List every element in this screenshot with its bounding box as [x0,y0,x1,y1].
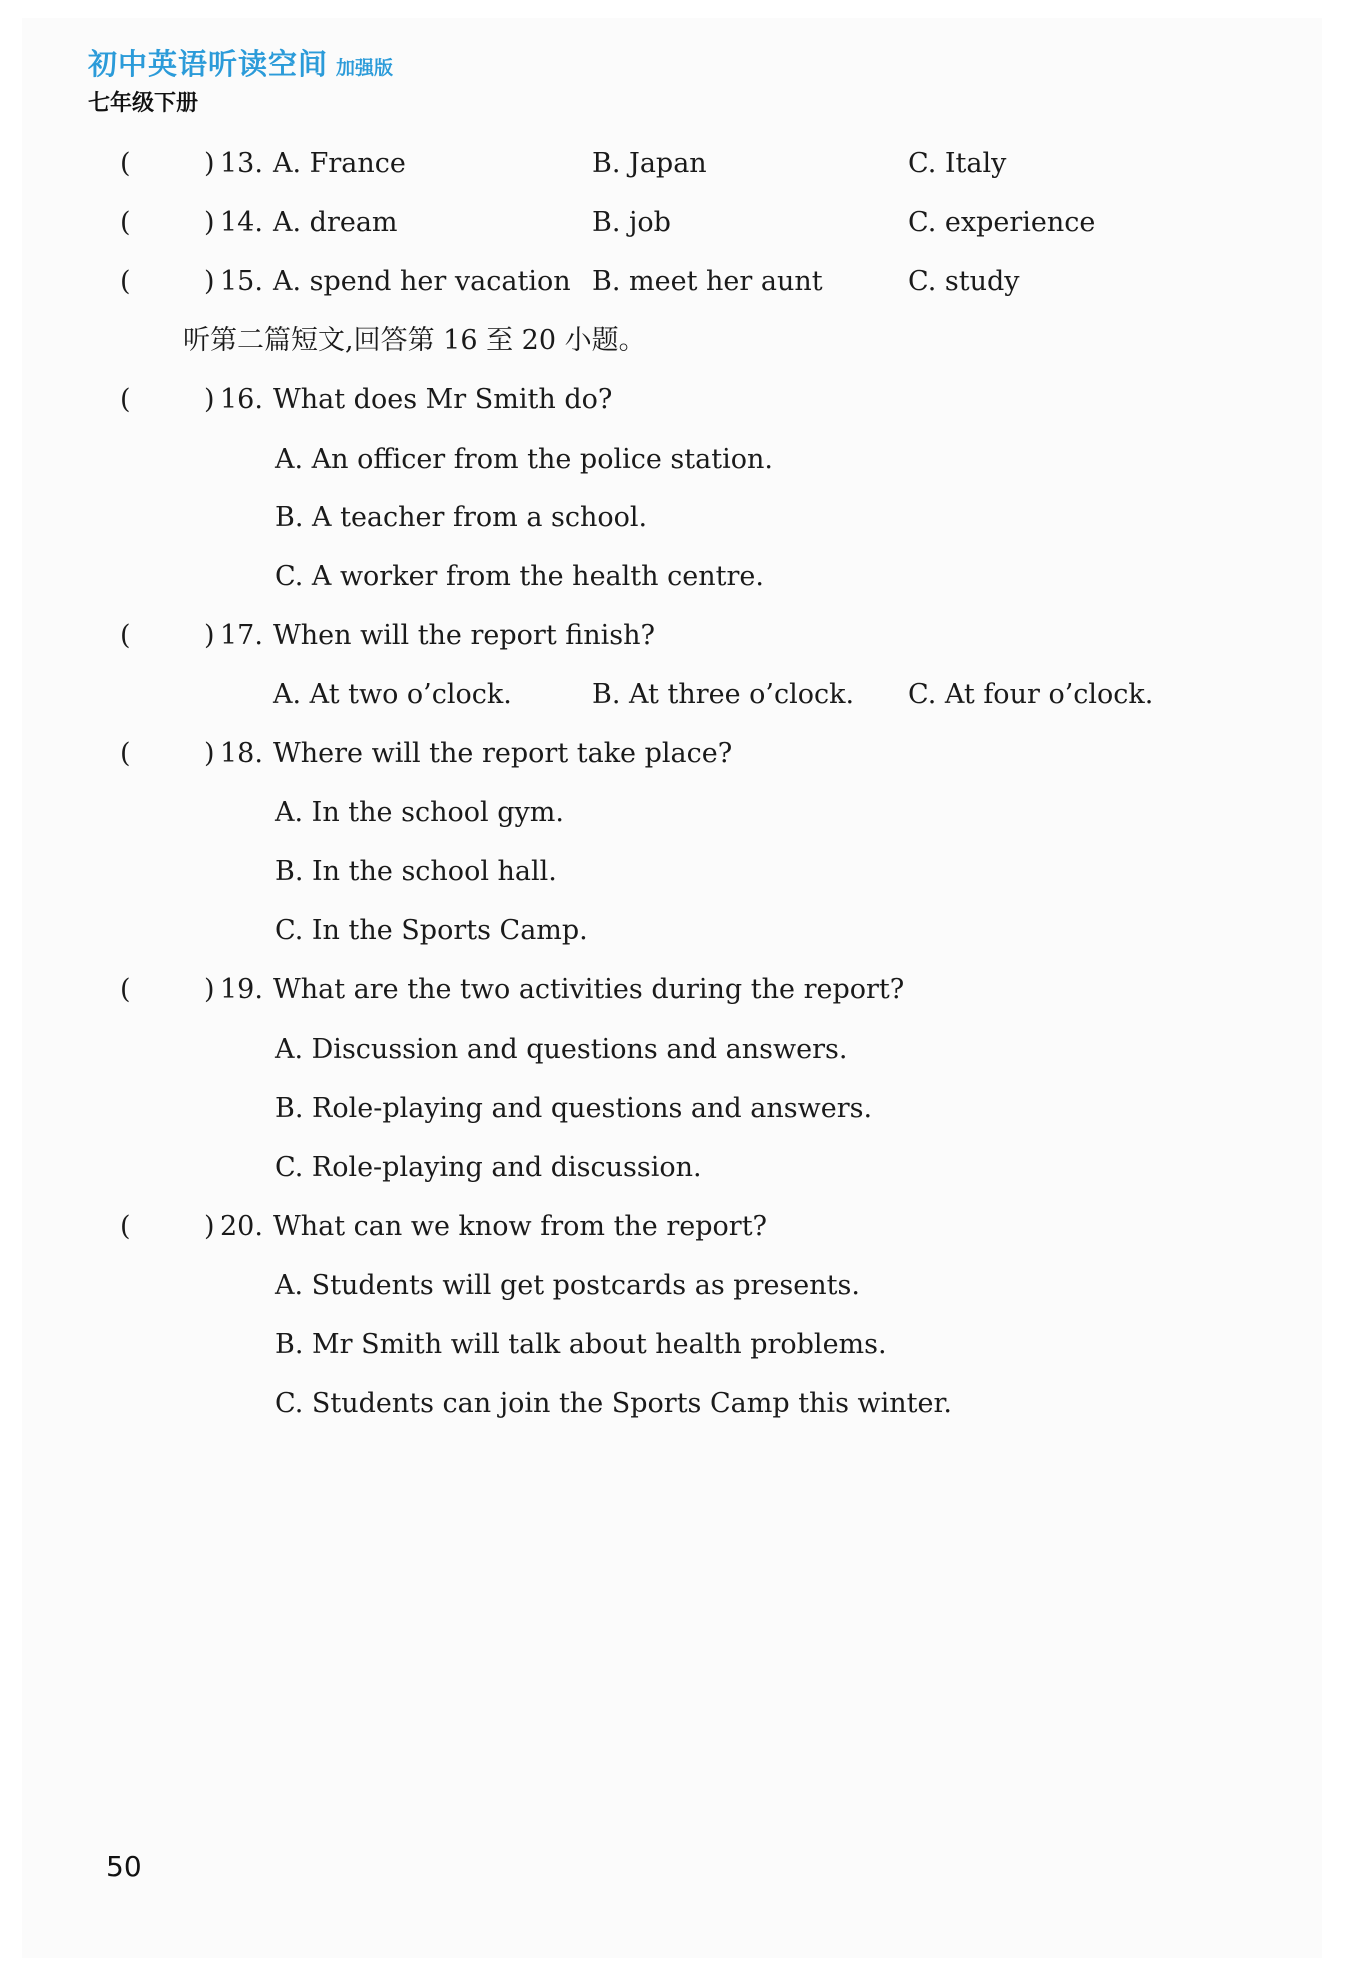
question-stem: When will the report finish? [273,620,656,651]
option-a: A. dream [273,207,398,238]
section-title: 听第二篇短文,回答第 16 至 20 小题。 [183,325,646,356]
question-number: 18. [220,738,263,769]
option-b: B. job [592,207,671,238]
question-number: 13. [220,148,263,179]
option-b: B. A teacher from a school. [275,502,648,533]
answer-blank-open[interactable]: ( [120,148,131,179]
answer-blank-open[interactable]: ( [120,266,131,297]
option-a: A. France [273,148,406,179]
option-b: B. meet her aunt [592,266,823,297]
answer-blank-close: ) [204,620,215,651]
question-number: 16. [220,384,263,415]
answer-blank-close: ) [204,974,215,1005]
option-a: A. In the school gym. [275,797,564,828]
question-stem: What does Mr Smith do? [273,384,613,415]
answer-blank-open[interactable]: ( [120,1211,131,1242]
answer-blank-close: ) [204,384,215,415]
option-c: C. Italy [908,148,1007,179]
answer-blank-open[interactable]: ( [120,620,131,651]
option-c: C. Role-playing and discussion. [275,1152,702,1183]
option-a: A. At two o’clock. [273,679,512,710]
option-b: B. At three o’clock. [592,679,855,710]
answer-blank-close: ) [204,148,215,179]
option-c: C. At four o’clock. [908,679,1154,710]
question-number: 15. [220,266,263,297]
option-a: A. spend her vacation [273,266,571,297]
answer-blank-close: ) [204,207,215,238]
option-c: C. study [908,266,1020,297]
book-grade: 七年级下册 [88,91,199,116]
book-title: 初中英语听读空间 加强版 [88,47,394,81]
page-number: 50 [106,1850,142,1883]
question-stem: What are the two activities during the report? [273,974,905,1005]
question-number: 14. [220,207,263,238]
option-a: A. An officer from the police station. [275,444,773,475]
answer-blank-open[interactable]: ( [120,384,131,415]
option-a: A. Students will get postcards as presents. [275,1270,860,1301]
option-c: C. experience [908,207,1096,238]
option-c: C. In the Sports Camp. [275,915,588,946]
option-a: A. Discussion and questions and answers. [275,1034,848,1065]
option-b: B. Japan [592,148,707,179]
answer-blank-open[interactable]: ( [120,974,131,1005]
option-b: B. In the school hall. [275,856,557,887]
answer-blank-close: ) [204,266,215,297]
answer-blank-open[interactable]: ( [120,207,131,238]
answer-blank-close: ) [204,738,215,769]
question-stem: Where will the report take place? [273,738,733,769]
option-b: B. Role-playing and questions and answers. [275,1093,873,1124]
option-c: C. A worker from the health centre. [275,561,764,592]
answer-blank-close: ) [204,1211,215,1242]
question-number: 20. [220,1211,263,1242]
question-number: 19. [220,974,263,1005]
answer-blank-open[interactable]: ( [120,738,131,769]
question-stem: What can we know from the report? [273,1211,768,1242]
option-b: B. Mr Smith will talk about health problems. [275,1329,887,1360]
edition-tag: 加强版 [336,57,394,79]
question-number: 17. [220,620,263,651]
option-c: C. Students can join the Sports Camp this winter. [275,1388,953,1419]
